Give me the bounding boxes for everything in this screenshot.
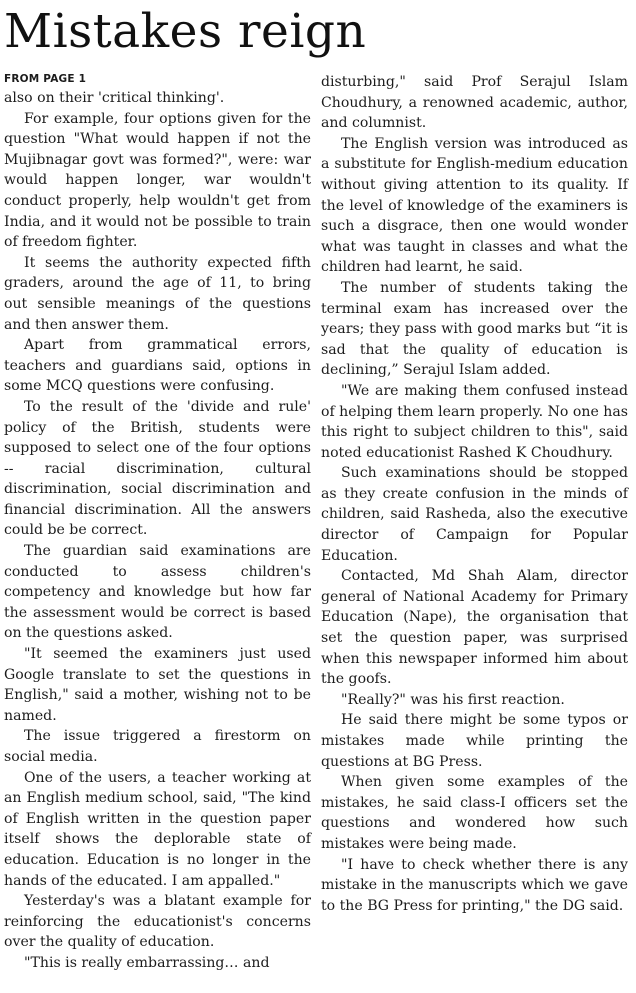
article-body bbox=[4, 72, 632, 974]
continuation-kicker: FROM PAGE 1 bbox=[4, 73, 87, 85]
paragraph: Apart from grammatical errors, teachers and guardians said, options in some MCQ questions were confusing. bbox=[4, 337, 311, 395]
paragraph: To the result of the 'divide and rule' policy of the British, students were supposed to select one of the four options -- racial discrimination, cultural discrimination, social discrimination and financial discrimination. All the answers could be be correct. bbox=[4, 398, 311, 539]
headline: Mistakes reign bbox=[4, 4, 367, 59]
column-right bbox=[321, 72, 628, 974]
paragraph: When given some examples of the mistakes, he said class-I officers set the questions and wondered how such mistakes were being made. bbox=[321, 774, 628, 852]
paragraph: also on their 'critical thinking'. bbox=[4, 90, 225, 106]
paragraph: It seems the authority expected fifth graders, around the age of 11, to bring out sensible meanings of the questions and then answer them. bbox=[4, 254, 311, 333]
paragraph: He said there might be some typos or mistakes made while printing the questions at BG Press. bbox=[321, 712, 628, 770]
paragraph: The English version was introduced as a substitute for English-medium education without giving attention to its quality. If the level of knowledge of the examiners is such a disgrace, then one would wonder what was taught in classes and what the children had learnt, he said. bbox=[321, 135, 628, 276]
paragraph: "We are making them confused instead of helping them learn properly. No one has this right to subject children to this", said noted educationist Rashed K Choudhury. bbox=[321, 382, 628, 461]
paragraph: The issue triggered a firestorm on social media. bbox=[4, 728, 311, 765]
paragraph: Yesterday's was a blatant example for reinforcing the educationist's concerns over the quality of education. bbox=[4, 893, 311, 951]
paragraph: "It seemed the examiners just used Google translate to set the questions in English," said a mother, wishing not to be named. bbox=[4, 646, 311, 724]
paragraph: The number of students taking the terminal exam has increased over the years; they pass with good marks but “it is sad that the quality of education is declining,” Serajul Islam added. bbox=[321, 279, 628, 379]
paragraph: For example, four options given for the question "What would happen if not the Mujibnagar govt was formed?", were: war would happen longer, war wouldn't conduct properly, help wouldn't get from India, and it would not be possible to train of freedom fighter. bbox=[4, 110, 311, 251]
paragraph: Such examinations should be stopped as they create confusion in the minds of children, said Rasheda, also the executive director of Campaign for Popular Education. bbox=[321, 465, 628, 564]
paragraph: One of the users, a teacher working at an English medium school, said, "The kind of English written in the question paper itself shows the deplorable state of education. Education is no longer in the hands of the educated. I am appalled." bbox=[4, 769, 311, 889]
paragraph: "I have to check whether there is any mistake in the manuscripts which we gave to the BG Press for printing," the DG said. bbox=[321, 856, 628, 914]
paragraph: "Really?" was his first reaction. bbox=[341, 691, 565, 708]
paragraph: "This is really embarrassing… and bbox=[24, 954, 270, 971]
paragraph: disturbing," said Prof Serajul Islam Choudhury, a renowned academic, author, and columnist. bbox=[321, 74, 628, 132]
column-left bbox=[4, 72, 311, 974]
paragraph: Contacted, Md Shah Alam, director general of National Academy for Primary Education (Nape), the organisation that set the question paper, was surprised when this newspaper informed him about the goofs. bbox=[321, 568, 628, 688]
paragraph: The guardian said examinations are conducted to assess children's competency and knowledge but how far the assessment would be correct is based on the questions asked. bbox=[4, 543, 311, 642]
